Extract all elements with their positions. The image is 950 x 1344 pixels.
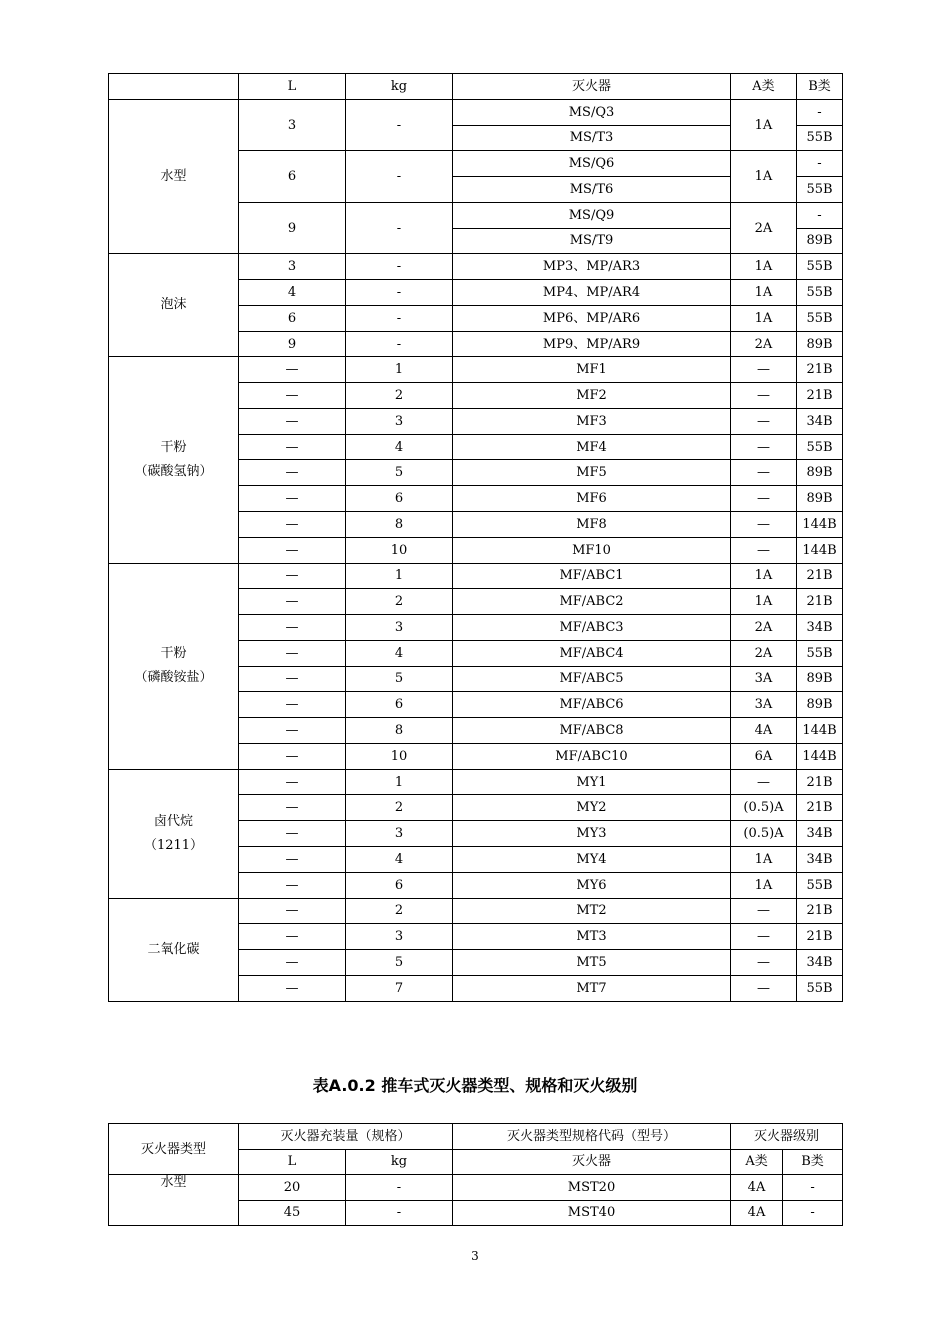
table-cell: —: [731, 357, 797, 383]
header-cell-kg: kg: [346, 1149, 453, 1175]
table-cell: 9: [239, 202, 346, 254]
table-cell: —: [239, 743, 346, 769]
table-cell: MY3: [453, 821, 731, 847]
table-cell: 55B: [797, 177, 843, 203]
table-cell: 3: [346, 408, 453, 434]
table-cell: —: [239, 718, 346, 744]
table-cell: 5: [346, 950, 453, 976]
category-subname: （碳酸氢钠）: [134, 463, 213, 479]
table-cell: 3: [239, 99, 346, 151]
table-cell: 89B: [797, 460, 843, 486]
category-cell: [109, 99, 239, 254]
page-number: 3: [471, 1249, 479, 1263]
table-cell: —: [239, 615, 346, 641]
table-cell: MS/Q6: [453, 151, 731, 177]
table-cell: —: [731, 383, 797, 409]
table-cell: 21B: [797, 383, 843, 409]
table-cell: —: [239, 769, 346, 795]
table-row: [109, 357, 843, 383]
header-cell-rating: 灭火器级别: [731, 1124, 843, 1150]
table-cell: MF/ABC3: [453, 615, 731, 641]
table-cell: 4: [346, 434, 453, 460]
header-cell-charge: 灭火器充装量（规格）: [239, 1124, 453, 1150]
table-cell: MF/ABC5: [453, 666, 731, 692]
table-cell: 89B: [797, 692, 843, 718]
table-cell: 2: [346, 898, 453, 924]
table-cell: —: [239, 434, 346, 460]
table-cell: 1A: [731, 151, 797, 203]
table-cell: MT7: [453, 975, 731, 1001]
table-cell: 10: [346, 743, 453, 769]
table-cell: 1A: [731, 872, 797, 898]
table-cell: —: [239, 383, 346, 409]
category-subname: （1211）: [143, 837, 204, 853]
table-cell: —: [731, 408, 797, 434]
table-cell: MY1: [453, 769, 731, 795]
category-name: 卤代烷: [153, 813, 193, 829]
table-cell: 1: [346, 769, 453, 795]
table-cell: -: [797, 202, 843, 228]
table-cell: MF/ABC4: [453, 640, 731, 666]
header-cell-class-a: A类: [731, 1149, 783, 1175]
table-cell: -: [346, 1200, 453, 1226]
table-cell: 34B: [797, 846, 843, 872]
header-cell-code: 灭火器类型规格代码（型号）: [453, 1124, 731, 1150]
table-cell: —: [239, 589, 346, 615]
table-cell: —: [239, 872, 346, 898]
table-cell: —: [731, 924, 797, 950]
table-cell: MF1: [453, 357, 731, 383]
table-cell: -: [346, 1175, 453, 1201]
table-cell: -: [797, 99, 843, 125]
table-cell: —: [239, 537, 346, 563]
table-cell: —: [239, 950, 346, 976]
table-cell: 21B: [797, 357, 843, 383]
table-cell: 4A: [731, 1200, 783, 1226]
header-cell-kg: kg: [346, 74, 453, 100]
table-row: [109, 769, 843, 795]
table-cell: 34B: [797, 950, 843, 976]
table-cell: 1A: [731, 99, 797, 151]
table-cell: 2: [346, 383, 453, 409]
table-cell: —: [731, 975, 797, 1001]
header-cell-class-b: B类: [783, 1149, 843, 1175]
table-cell: -: [783, 1200, 843, 1226]
table-cell: MP6、MP/AR6: [453, 305, 731, 331]
table-cell: 55B: [797, 872, 843, 898]
table-cell: 7: [346, 975, 453, 1001]
category-cell: [109, 357, 239, 563]
table-cell: 55B: [797, 280, 843, 306]
header-cell-extinguisher: 灭火器: [453, 74, 731, 100]
table-cell: 55B: [797, 254, 843, 280]
table-cell: —: [239, 821, 346, 847]
table-cell: 21B: [797, 898, 843, 924]
table-cell: 6: [239, 151, 346, 203]
table-cell: -: [783, 1175, 843, 1201]
table-cell: MY2: [453, 795, 731, 821]
table-cell: 6: [239, 305, 346, 331]
category-cell: [109, 769, 239, 898]
category-name: 干粉: [160, 646, 187, 662]
table-cell: 10: [346, 537, 453, 563]
table-cell: —: [239, 898, 346, 924]
table-cell: 4: [346, 640, 453, 666]
table-cell: 55B: [797, 305, 843, 331]
table-cell: 144B: [797, 718, 843, 744]
table-cell: -: [346, 99, 453, 151]
table-cell: 144B: [797, 743, 843, 769]
header-cell-extinguisher: 灭火器: [453, 1149, 731, 1175]
table-cell: (0.5)A: [731, 795, 797, 821]
table-cell: —: [239, 846, 346, 872]
table-cell: -: [797, 151, 843, 177]
table-cell: —: [239, 563, 346, 589]
table-cell: 34B: [797, 408, 843, 434]
table-row: [109, 563, 843, 589]
table-row: [109, 898, 843, 924]
table-cell: 6: [346, 692, 453, 718]
table-cell: —: [239, 666, 346, 692]
table-cell: —: [239, 408, 346, 434]
table-cell: MY6: [453, 872, 731, 898]
table-cell: MP9、MP/AR9: [453, 331, 731, 357]
header-cell-class-a: A类: [731, 74, 797, 100]
table-cell: 1: [346, 357, 453, 383]
header-cell-l: L: [239, 74, 346, 100]
table-cell: MF/ABC10: [453, 743, 731, 769]
table-cell: 55B: [797, 434, 843, 460]
table-cell: 1A: [731, 254, 797, 280]
table-cell: —: [239, 486, 346, 512]
table-cell: 6: [346, 872, 453, 898]
table-row: [109, 1175, 843, 1201]
table-cell: 2: [346, 589, 453, 615]
table-cell: 144B: [797, 537, 843, 563]
table-cell: 4A: [731, 1175, 783, 1201]
table-cell: —: [239, 460, 346, 486]
table-cell: 21B: [797, 795, 843, 821]
table-cell: MP4、MP/AR4: [453, 280, 731, 306]
table-cell: MF10: [453, 537, 731, 563]
table-cell: 1A: [731, 589, 797, 615]
header-cell-class-b: B类: [797, 74, 843, 100]
table-cell: MS/T9: [453, 228, 731, 254]
table-cell: MF3: [453, 408, 731, 434]
table-cell: 89B: [797, 228, 843, 254]
table-cell: 21B: [797, 924, 843, 950]
table-cell: 45: [239, 1200, 346, 1226]
table-cell: MS/T3: [453, 125, 731, 151]
table-cell: 2A: [731, 202, 797, 254]
table-cell: —: [239, 795, 346, 821]
table-cell: 4: [239, 280, 346, 306]
extinguisher-table-portable: [108, 73, 843, 1002]
table-cell: MF/ABC8: [453, 718, 731, 744]
table-cell: MY4: [453, 846, 731, 872]
table-cell: 3: [346, 615, 453, 641]
category-name: 泡沫: [160, 297, 187, 313]
table-cell: 89B: [797, 331, 843, 357]
table-cell: 1: [346, 563, 453, 589]
table-caption: 表A.0.2 推车式灭火器类型、规格和灭火级别: [312, 1076, 638, 1095]
table-cell: MST40: [453, 1200, 731, 1226]
header-cell-type: 灭火器类型: [109, 1124, 239, 1175]
table-cell: 3: [346, 821, 453, 847]
table-cell: —: [731, 512, 797, 538]
table-cell: 1A: [731, 280, 797, 306]
table-cell: -: [346, 202, 453, 254]
table-cell: 1A: [731, 305, 797, 331]
header-cell-l: L: [239, 1149, 346, 1175]
table-cell: MF4: [453, 434, 731, 460]
table-cell: 8: [346, 512, 453, 538]
table-row: [109, 99, 843, 125]
table-cell: 3A: [731, 666, 797, 692]
table-cell: 2A: [731, 331, 797, 357]
category-name: 水型: [160, 168, 187, 184]
table-cell: 2: [346, 795, 453, 821]
table-cell: 34B: [797, 615, 843, 641]
table-cell: 1A: [731, 563, 797, 589]
table-cell: 3: [346, 924, 453, 950]
table-cell: MF/ABC1: [453, 563, 731, 589]
table-cell: 20: [239, 1175, 346, 1201]
table-cell: 2A: [731, 615, 797, 641]
table-cell: 34B: [797, 821, 843, 847]
category-name: 干粉: [160, 439, 187, 455]
table-cell: (0.5)A: [731, 821, 797, 847]
table-cell: MF/ABC2: [453, 589, 731, 615]
category-cell: [109, 254, 239, 357]
table-cell: -: [346, 305, 453, 331]
table-cell: -: [346, 331, 453, 357]
table-cell: 1A: [731, 846, 797, 872]
table-cell: 144B: [797, 512, 843, 538]
table-cell: 6: [346, 486, 453, 512]
table-cell: 5: [346, 460, 453, 486]
table-cell: MST20: [453, 1175, 731, 1201]
extinguisher-table-wheeled: [108, 1123, 843, 1226]
table-header-row: [109, 1124, 843, 1150]
table-cell: MS/Q9: [453, 202, 731, 228]
table-cell: MF5: [453, 460, 731, 486]
category-cell: [109, 898, 239, 1001]
table-cell: 9: [239, 331, 346, 357]
table-cell: MT3: [453, 924, 731, 950]
category-name: 二氧化碳: [147, 941, 200, 957]
table-cell: -: [346, 151, 453, 203]
header-cell-blank: [109, 74, 239, 100]
table-cell: 55B: [797, 125, 843, 151]
table-cell: MT2: [453, 898, 731, 924]
table-cell: —: [731, 537, 797, 563]
table-cell: -: [346, 280, 453, 306]
table-cell: 3: [239, 254, 346, 280]
table-cell: 5: [346, 666, 453, 692]
table-cell: 6A: [731, 743, 797, 769]
table-cell: 55B: [797, 640, 843, 666]
table-cell: MS/Q3: [453, 99, 731, 125]
table-cell: 55B: [797, 975, 843, 1001]
table-row: [109, 254, 843, 280]
category-subname: （磷酸铵盐）: [134, 670, 213, 686]
category-cell: 水型: [109, 1175, 239, 1226]
table-cell: —: [239, 692, 346, 718]
table-cell: 8: [346, 718, 453, 744]
table-cell: —: [731, 769, 797, 795]
table-cell: 4A: [731, 718, 797, 744]
table-cell: —: [239, 357, 346, 383]
table-cell: 2A: [731, 640, 797, 666]
table-cell: 21B: [797, 589, 843, 615]
table-header-row: [109, 74, 843, 100]
table-cell: —: [239, 975, 346, 1001]
table-cell: 89B: [797, 666, 843, 692]
table-cell: -: [346, 254, 453, 280]
table-cell: 89B: [797, 486, 843, 512]
table-cell: 4: [346, 846, 453, 872]
table-cell: 3A: [731, 692, 797, 718]
table-cell: MS/T6: [453, 177, 731, 203]
table-cell: MP3、MP/AR3: [453, 254, 731, 280]
table-cell: —: [731, 460, 797, 486]
table-cell: MF/ABC6: [453, 692, 731, 718]
table-cell: —: [239, 640, 346, 666]
table-cell: —: [239, 512, 346, 538]
table-cell: —: [731, 486, 797, 512]
table-cell: MT5: [453, 950, 731, 976]
table-cell: —: [731, 898, 797, 924]
table-cell: MF8: [453, 512, 731, 538]
table-cell: 21B: [797, 563, 843, 589]
category-cell: [109, 563, 239, 769]
table-cell: 21B: [797, 769, 843, 795]
table-cell: —: [239, 924, 346, 950]
table-cell: —: [731, 950, 797, 976]
table-cell: MF6: [453, 486, 731, 512]
table-cell: —: [731, 434, 797, 460]
table-cell: MF2: [453, 383, 731, 409]
